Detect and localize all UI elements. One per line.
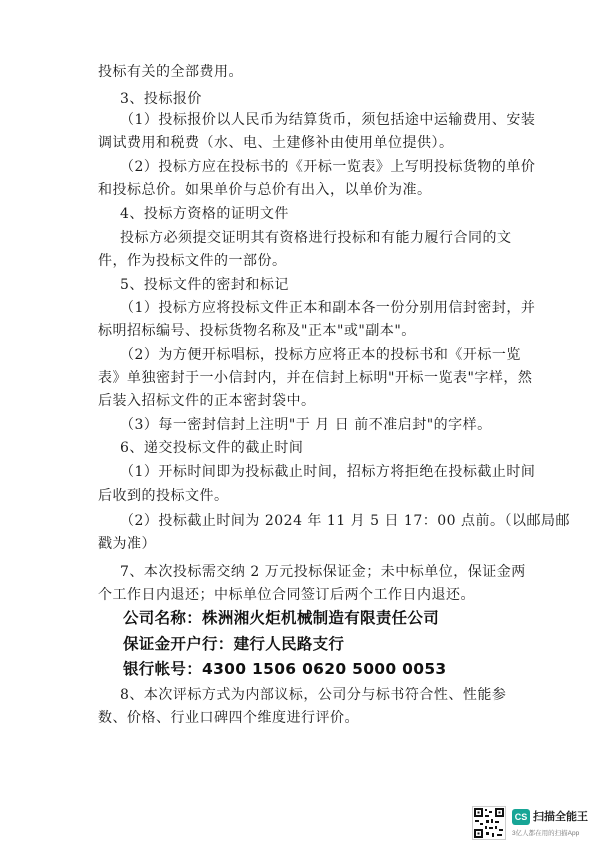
section-4-heading: 4、投标方资格的证明文件 xyxy=(120,206,289,222)
account-line xyxy=(123,659,447,679)
section-3-heading: 3、投标报价 xyxy=(120,91,202,107)
doc-line-13: （2）为方便开标唱标，投标方应将正本的投标书和《开标一览 xyxy=(120,347,521,363)
doc-line-21: 戳为准） xyxy=(98,536,156,552)
doc-line-16: （3）每一密封信封上注明"于 月 日 前不准启封"的字样。 xyxy=(120,417,492,433)
doc-line-19: 后收到的投标文件。 xyxy=(98,488,229,504)
section-8-line: 8、本次评标方式为内部议标，公司分与标书符合性、性能参 xyxy=(120,687,507,703)
company-label: 公司名称： xyxy=(123,609,203,627)
account-label: 银行帐号： xyxy=(123,660,203,678)
doc-line-8: 投标方必须提交证明其有资格进行投标和有能力履行合同的文 xyxy=(120,230,512,246)
camscanner-brand: 扫描全能王 xyxy=(533,811,588,823)
account-value: 4300 1506 0620 5000 0053 xyxy=(202,660,447,678)
section-6-heading: 6、递交投标文件的截止时间 xyxy=(120,440,304,456)
doc-line-4: 调试费用和税费（水、电、土建修补由使用单位提供）。 xyxy=(98,135,454,151)
bank-line xyxy=(123,634,344,654)
doc-line-23: 个工作日内退还；中标单位合同签订后两个工作日内退还。 xyxy=(98,587,475,603)
camscanner-watermark xyxy=(472,806,592,842)
doc-line-11: （1）投标方应将投标文件正本和副本各一份分别用信封密封，并 xyxy=(120,300,536,316)
doc-line-8b: 数、价格、行业口碑四个维度进行评价。 xyxy=(98,710,359,726)
doc-line-6: 和投标总价。如果单价与总价有出入，以单价为准。 xyxy=(98,182,432,198)
company-value: 株洲湘火炬机械制造有限责任公司 xyxy=(202,609,440,627)
company-name-line xyxy=(123,608,439,628)
doc-line-20: （2）投标截止时间为 2024 年 11 月 5 日 17：00 点前。（以邮局邮 xyxy=(120,513,570,529)
camscanner-tagline: 3亿人都在用的扫描App xyxy=(512,830,580,837)
bank-label: 保证金开户行： xyxy=(123,635,234,653)
doc-line-1: 投标有关的全部费用。 xyxy=(98,64,243,80)
doc-line-18: （1）开标时间即为投标截止时间，招标方将拒绝在投标截止时间 xyxy=(120,464,536,480)
doc-line-3: （1）投标报价以人民币为结算货币，须包括途中运输费用、安装 xyxy=(120,112,536,128)
doc-line-9: 件，作为投标文件的一部份。 xyxy=(98,253,287,269)
section-7-line: 7、本次投标需交纳 2 万元投标保证金；未中标单位，保证金两 xyxy=(120,564,526,580)
camscanner-logo-icon: CS xyxy=(512,809,530,825)
doc-line-14: 表》单独密封于一小信封内，并在信封上标明"开标一览表"字样，然 xyxy=(98,370,533,386)
qr-code-icon xyxy=(472,806,506,840)
doc-line-12: 标明招标编号、投标货物名称及"正本"或"副本"。 xyxy=(98,323,416,339)
doc-line-5: （2）投标方应在投标书的《开标一览表》上写明投标货物的单价 xyxy=(120,159,536,175)
bank-value: 建行人民路支行 xyxy=(233,635,345,653)
doc-line-15: 后装入招标文件的正本密封袋中。 xyxy=(98,393,316,409)
section-5-heading: 5、投标文件的密封和标记 xyxy=(120,277,289,293)
